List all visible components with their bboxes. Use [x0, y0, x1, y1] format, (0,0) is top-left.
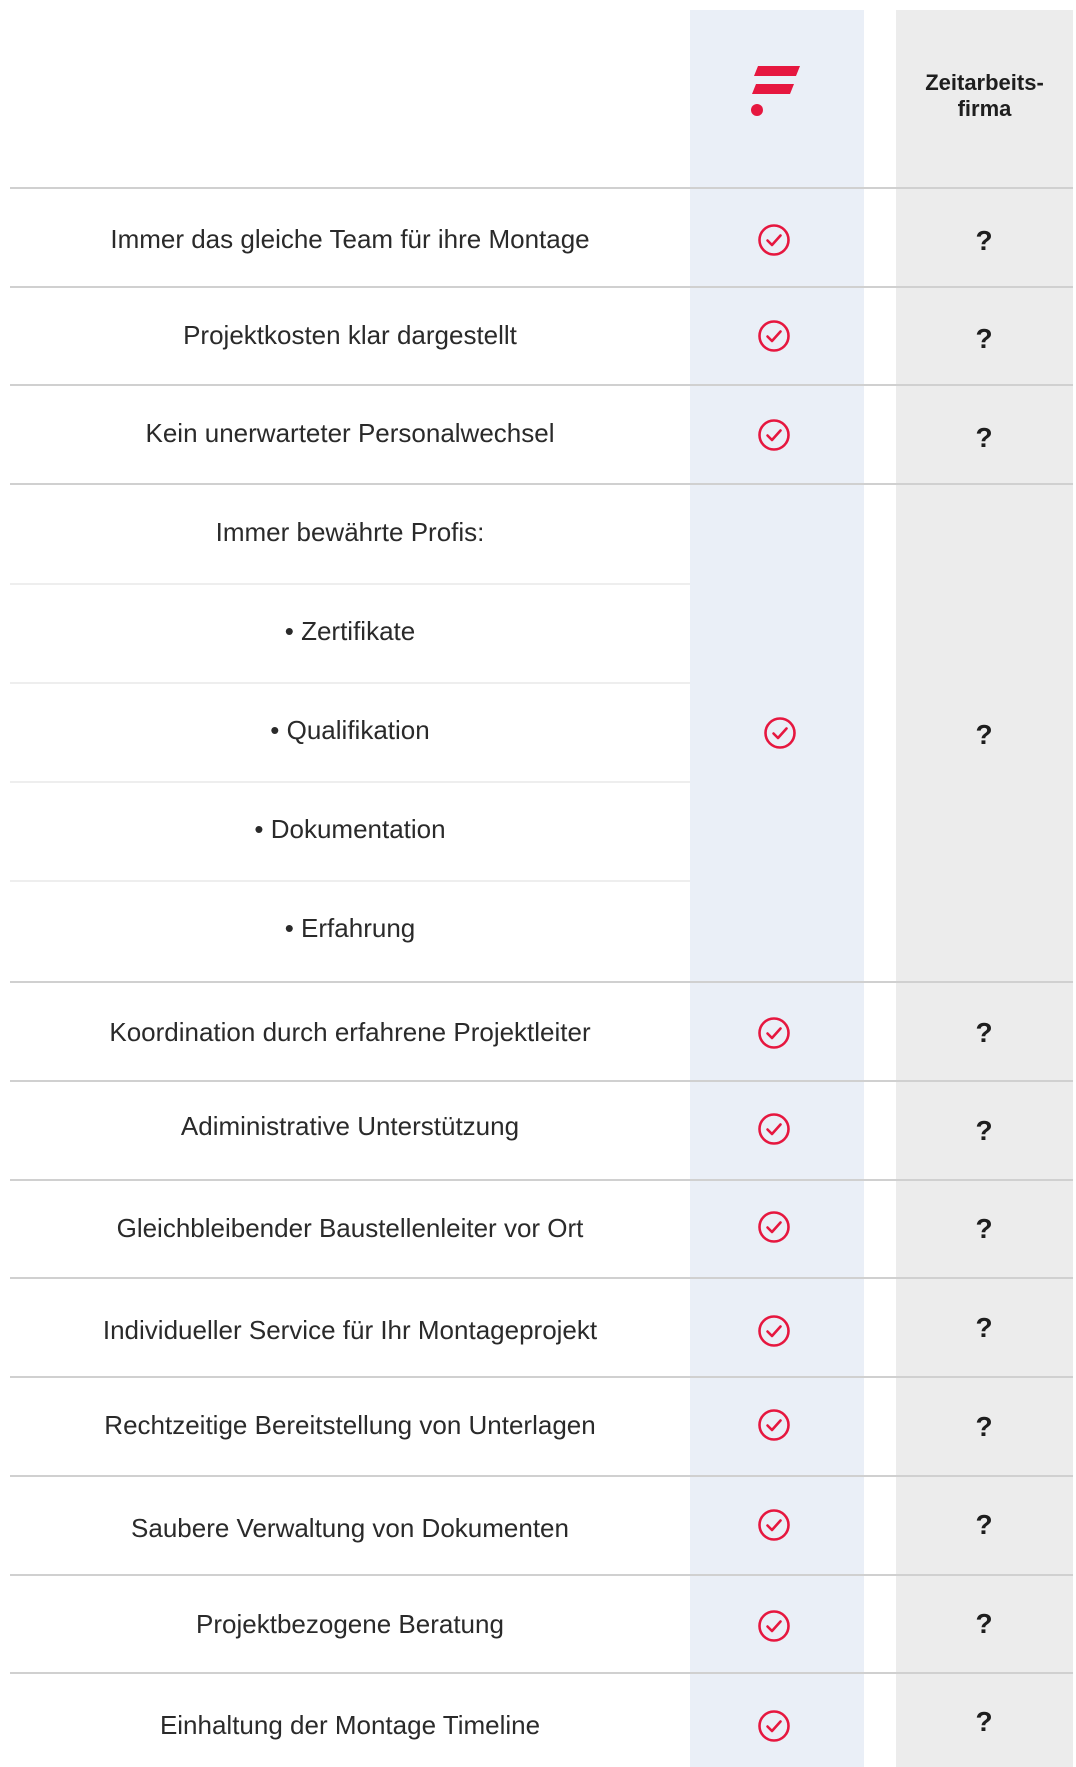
question-mark: ? — [975, 1608, 993, 1639]
row-divider — [10, 1376, 1073, 1378]
row-divider — [10, 1475, 1073, 1477]
question-mark: ? — [975, 1706, 993, 1737]
question-mark: ? — [975, 1411, 993, 1442]
row-divider — [10, 981, 1073, 983]
feature-label: Individueller Service für Ihr Montageprojekt — [102, 1315, 598, 1345]
feature-label: Immer bewährte Profis: — [215, 517, 485, 547]
competitor-column-background — [896, 10, 1073, 1767]
check-icon — [757, 1314, 791, 1348]
check-icon — [757, 1210, 791, 1244]
sub-row-divider — [10, 880, 690, 882]
sub-row-divider — [10, 682, 690, 684]
feature-label: Adiministrative Unterstützung — [180, 1111, 520, 1141]
row-divider — [10, 1080, 1073, 1082]
competitor-header-line1: Zeitarbeits- — [925, 70, 1044, 95]
our-column-background — [690, 10, 864, 1767]
check-icon — [757, 1709, 791, 1743]
question-mark: ? — [975, 323, 993, 354]
feature-label: Rechtzeitige Bereitstellung von Unterlagen — [104, 1410, 596, 1440]
check-icon — [757, 1508, 791, 1542]
check-icon — [763, 716, 797, 750]
check-icon — [757, 418, 791, 452]
question-mark: ? — [975, 225, 993, 256]
question-mark: ? — [975, 719, 993, 750]
question-mark: ? — [975, 1115, 993, 1146]
competitor-column-header — [896, 70, 1073, 122]
row-divider — [10, 1277, 1073, 1279]
check-icon — [757, 1112, 791, 1146]
feature-label: Saubere Verwaltung von Dokumenten — [131, 1513, 569, 1543]
feature-label: Projektkosten klar dargestellt — [183, 320, 517, 350]
feature-label: Immer das gleiche Team für ihre Montage — [110, 224, 590, 254]
feature-sub-item: • Qualifikation — [270, 715, 430, 745]
sub-row-divider — [10, 781, 690, 783]
check-icon — [757, 1016, 791, 1050]
row-divider — [10, 1179, 1073, 1181]
brand-logo-icon — [750, 62, 806, 122]
feature-label: Koordination durch erfahrene Projektleiter — [109, 1017, 591, 1047]
check-icon — [757, 319, 791, 353]
feature-label: Gleichbleibender Baustellenleiter vor Ort — [116, 1213, 584, 1243]
question-mark: ? — [975, 1509, 993, 1540]
row-divider — [10, 1574, 1073, 1576]
feature-label: Einhaltung der Montage Timeline — [159, 1710, 541, 1740]
feature-sub-item: • Dokumentation — [254, 814, 446, 844]
competitor-header-line2: firma — [957, 96, 1012, 121]
row-divider — [10, 483, 1073, 485]
check-icon — [757, 1609, 791, 1643]
check-icon — [757, 223, 791, 257]
feature-sub-item: • Erfahrung — [284, 913, 416, 943]
check-icon — [757, 1408, 791, 1442]
question-mark: ? — [975, 1017, 993, 1048]
question-mark: ? — [975, 1213, 993, 1244]
row-divider — [10, 384, 1073, 386]
row-divider — [10, 187, 1073, 189]
feature-label: Kein unerwarteter Personalwechsel — [145, 418, 555, 448]
row-divider — [10, 286, 1073, 288]
feature-sub-item: • Zertifikate — [284, 616, 416, 646]
question-mark: ? — [975, 422, 993, 453]
feature-label: Projektbezogene Beratung — [196, 1609, 504, 1639]
question-mark: ? — [975, 1312, 993, 1343]
sub-row-divider — [10, 583, 690, 585]
row-divider — [10, 1672, 1073, 1674]
